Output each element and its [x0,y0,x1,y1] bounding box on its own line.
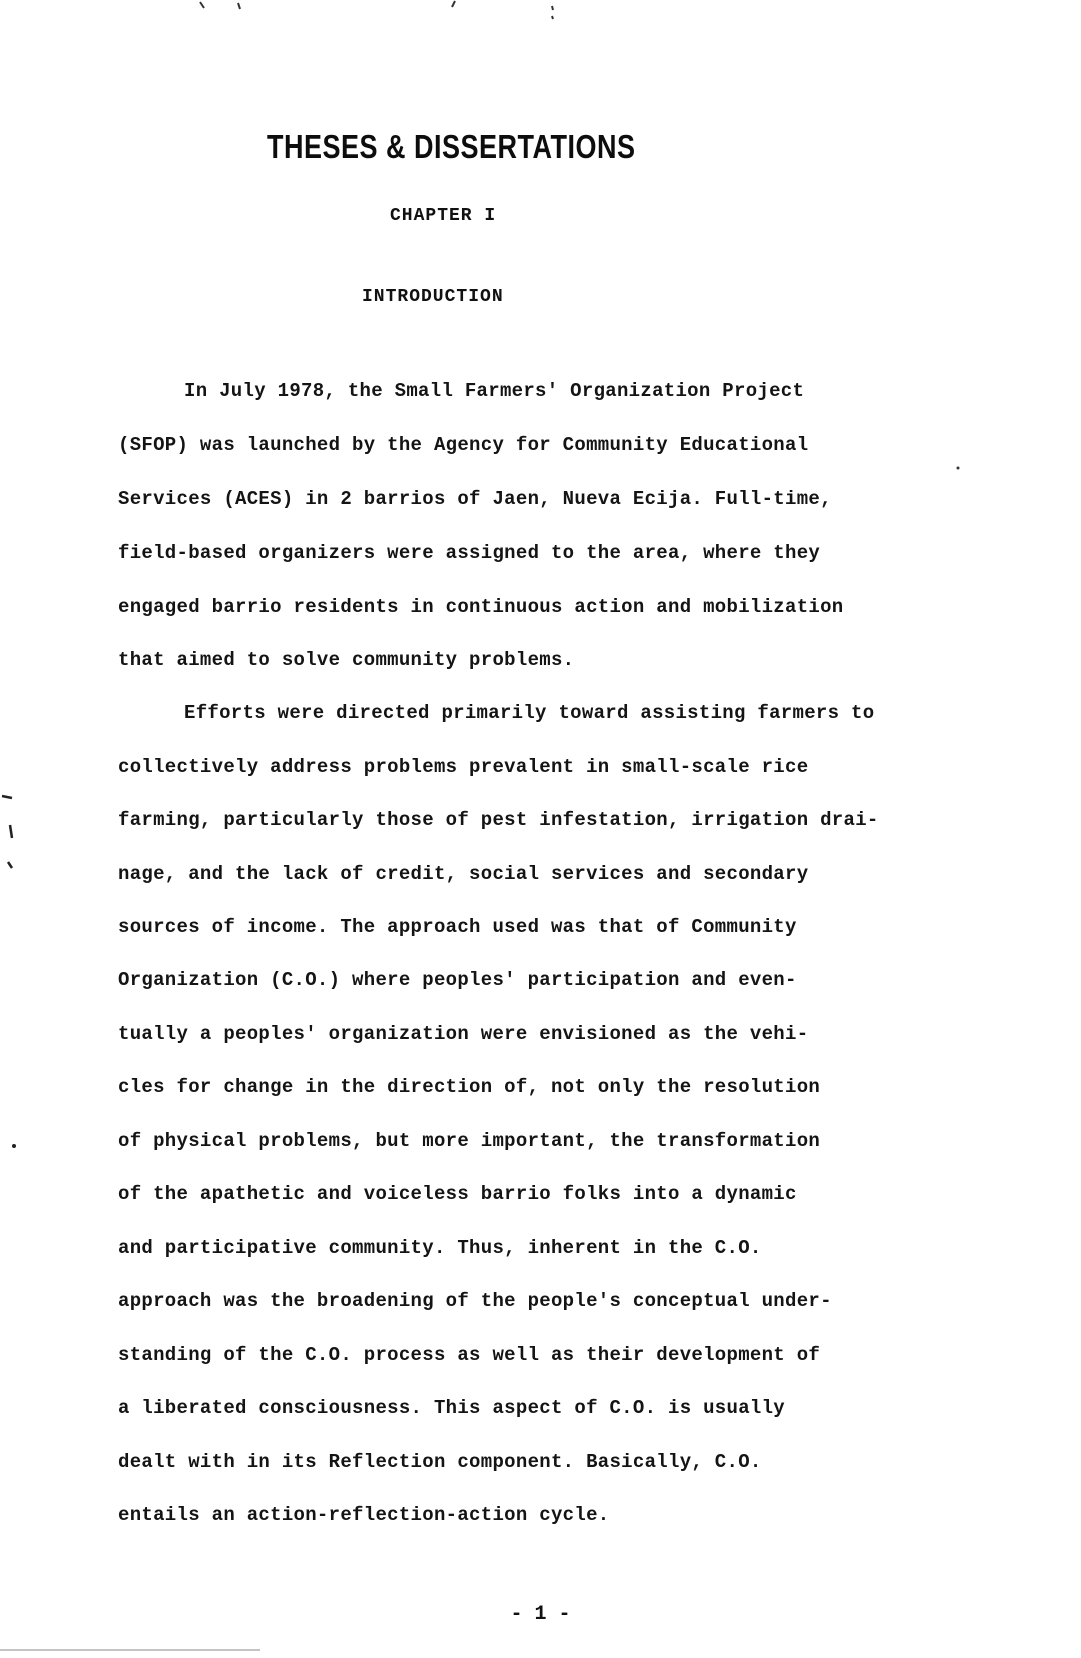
scan-mark-left-margin [2,796,12,868]
scan-mark-top [200,1,553,19]
scan-speck [12,1144,16,1148]
text-line: a liberated consciousness. This aspect of C.O. is usually [118,1397,786,1419]
text-line: of the apathetic and voiceless barrio folks into a dynamic [118,1183,797,1205]
text-line: Organization (C.O.) where peoples' participation and even- [118,969,797,991]
scan-speck [957,467,960,470]
text-line: farming, particularly those of pest infestation, irrigation drai- [118,809,879,831]
text-line: and participative community. Thus, inherent in the C.O. [118,1237,762,1259]
section-heading: INTRODUCTION [362,287,504,307]
text-line: engaged barrio residents in continuous action and mobilization [118,596,844,618]
text-line: cles for change in the direction of, not only the resolution [118,1076,821,1098]
text-line: (SFOP) was launched by the Agency for Community Educational [118,434,809,456]
text-line: field-based organizers were assigned to the area, where they [118,542,821,564]
text-line: sources of income. The approach used was that of Community [118,916,797,938]
text-line: of physical problems, but more important, the transformation [118,1130,821,1152]
text-line: dealt with in its Reflection component. Basically, C.O. [118,1451,762,1473]
text-line: Efforts were directed primarily toward assisting farmers to [184,702,875,724]
text-line: tually a peoples' organization were envisioned as the vehi- [118,1023,809,1045]
text-line: entails an action-reflection-action cycle. [118,1504,610,1526]
theses-dissertations-stamp: THESES & DISSERTATIONS [267,128,636,166]
page-number: - 1 - [510,1603,571,1626]
chapter-label: CHAPTER I [390,206,497,226]
text-line: In July 1978, the Small Farmers' Organization Project [184,380,805,402]
text-line: nage, and the lack of credit, social services and secondary [118,863,809,885]
text-line: Services (ACES) in 2 barrios of Jaen, Nueva Ecija. Full-time, [118,488,832,510]
text-line: approach was the broadening of the people's conceptual under- [118,1290,832,1312]
text-line: standing of the C.O. process as well as their development of [118,1344,821,1366]
text-line: that aimed to solve community problems. [118,649,575,671]
text-line: collectively address problems prevalent in small-scale rice [118,756,809,778]
